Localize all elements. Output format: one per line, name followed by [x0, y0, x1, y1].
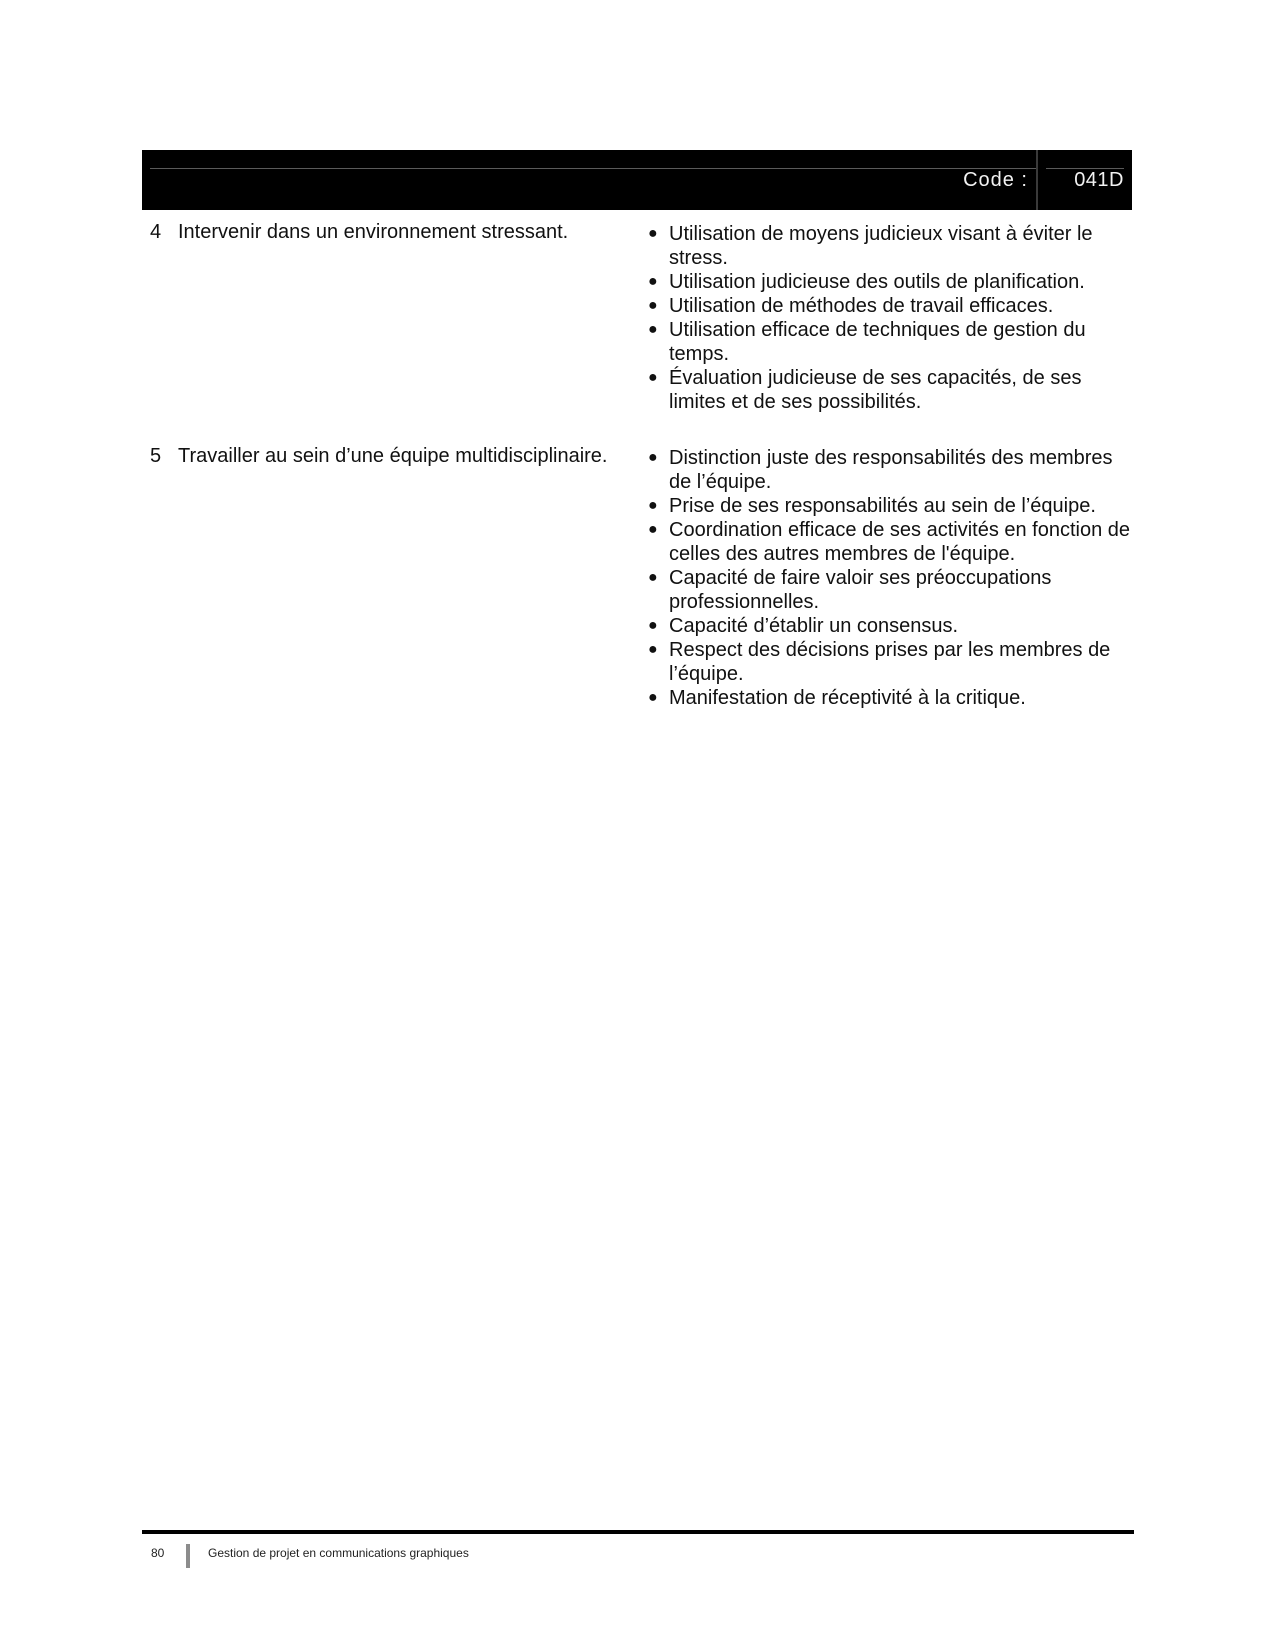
- bullet-icon: ●: [648, 297, 658, 314]
- page-number: 80: [151, 1546, 165, 1560]
- criteria-item: ● Utilisation de moyens judicieux visant à éviter le stress.: [648, 223, 1093, 269]
- bullet-icon: ●: [648, 273, 658, 290]
- criteria-item: ● Manifestation de réceptivité à la critique.: [648, 687, 1026, 709]
- bullet-icon: ●: [648, 617, 658, 634]
- header-divider: [1036, 150, 1038, 210]
- bullet-icon: ●: [648, 369, 658, 386]
- criteria-item: ● Utilisation judicieuse des outils de planification.: [648, 271, 1085, 293]
- bullet-icon: ●: [648, 225, 658, 242]
- bullet-icon: ●: [648, 689, 658, 706]
- criteria-item: ● Capacité d’établir un consensus.: [648, 615, 959, 637]
- performance-criteria-list: [644, 222, 1134, 414]
- criteria-item: ● Distinction juste des responsabilités des membres de l’équipe.: [648, 447, 1113, 493]
- bullet-icon: ●: [648, 497, 658, 514]
- document-title: Gestion de projet en communications graphiques: [208, 1546, 469, 1560]
- element-title: Travailler au sein d’une équipe multidisciplinaire.: [178, 445, 608, 467]
- footer-separator: [186, 1544, 190, 1568]
- bullet-icon: ●: [648, 321, 658, 338]
- code-value: 041D: [1074, 169, 1124, 191]
- criteria-item: ● Respect des décisions prises par les membres de l’équipe.: [648, 639, 1111, 685]
- bullet-icon: ●: [648, 569, 658, 586]
- footer-rule: [142, 1530, 1134, 1534]
- criteria-item: ● Prise de ses responsabilités au sein de l’équipe.: [648, 495, 1096, 517]
- bullet-icon: ●: [648, 641, 658, 658]
- element-number: 5: [150, 445, 162, 467]
- bullet-icon: ●: [648, 449, 658, 466]
- header-bar: [142, 150, 1132, 210]
- performance-criteria-list: [644, 446, 1134, 710]
- bullet-icon: ●: [648, 521, 658, 538]
- criteria-item: ● Coordination efficace de ses activités en fonction de celles des autres membres de l'équipe.: [648, 519, 1131, 565]
- criteria-item: ● Utilisation de méthodes de travail efficaces.: [648, 295, 1054, 317]
- criteria-item: ● Évaluation judicieuse de ses capacités, de ses limites et de ses possibilités.: [648, 367, 1082, 413]
- criteria-item: ● Capacité de faire valoir ses préoccupations professionnelles.: [648, 567, 1052, 613]
- element-title: Intervenir dans un environnement stressant.: [178, 221, 569, 243]
- criteria-item: ● Utilisation efficace de techniques de gestion du temps.: [648, 319, 1086, 365]
- code-label: Code :: [963, 169, 1028, 191]
- element-number: 4: [150, 221, 162, 243]
- header-rule: [150, 168, 1036, 169]
